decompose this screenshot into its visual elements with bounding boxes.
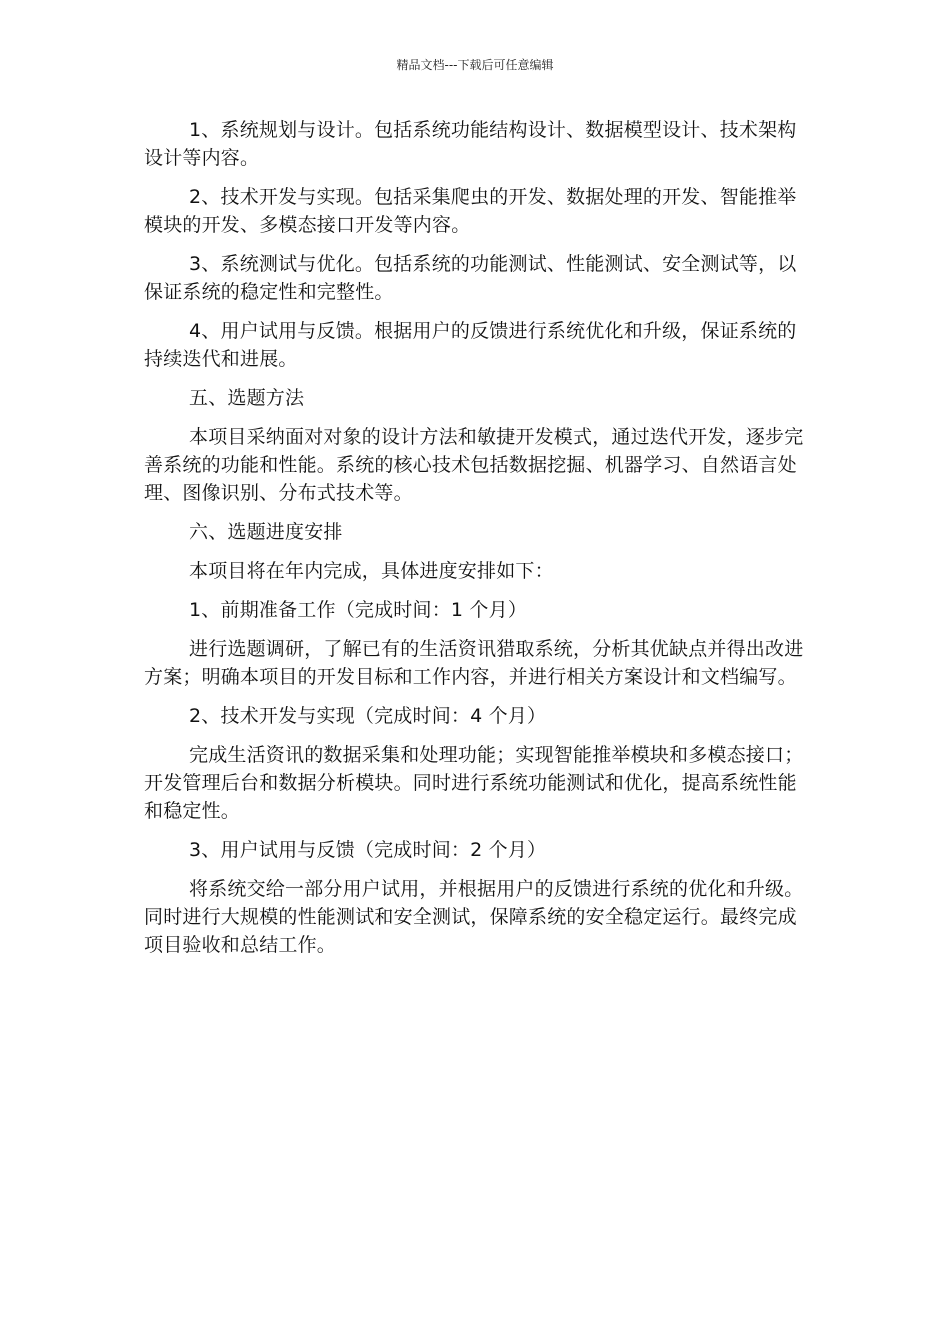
document-body [144, 116, 812, 970]
paragraph-user-trial: 4、用户试用与反馈。根据用户的反馈进行系统优化和升级，保证系统的持续迭代和进展。 [144, 320, 797, 370]
paragraph-development: 完成生活资讯的数据采集和处理功能；实现智能推举模块和多模态接口；开发管理后台和数据分析模块。同时进行系统功能测试和优化，提高系统性能和稳定性。 [144, 744, 804, 822]
paragraph-method: 本项目采纳面对对象的设计方法和敏捷开发模式，通过迭代开发，逐步完善系统的功能和性能。系统的核心技术包括数据挖掘、机器学习、自然语言处理、图像识别、分布式技术等。 [144, 426, 804, 504]
schedule-item-development: 2、技术开发与实现（完成时间：4 个月） [189, 705, 547, 727]
section-heading-schedule: 六、选题进度安排 [189, 521, 343, 543]
section-heading-method: 五、选题方法 [189, 387, 305, 409]
paragraph-preparation: 进行选题调研，了解已有的生活资讯猎取系统，分析其优缺点并得出改进方案；明确本项目的开发目标和工作内容，并进行相关方案设计和文档编写。 [144, 638, 804, 688]
paragraph-schedule-intro: 本项目将在年内完成，具体进度安排如下： [189, 560, 554, 582]
paragraph-testing-optimization: 3、系统测试与优化。包括系统的功能测试、性能测试、安全测试等，以保证系统的稳定性和完整性。 [144, 253, 797, 303]
paragraph-tech-development: 2、技术开发与实现。包括采集爬虫的开发、数据处理的开发、智能推举模块的开发、多模态接口开发等内容。 [144, 186, 797, 236]
page-header: 精品文档---下载后可任意编辑 [396, 58, 554, 72]
schedule-item-preparation: 1、前期准备工作（完成时间：1 个月） [189, 599, 528, 621]
schedule-item-trial: 3、用户试用与反馈（完成时间：2 个月） [189, 839, 547, 861]
paragraph-plan-design: 1、系统规划与设计。包括系统功能结构设计、数据模型设计、技术架构设计等内容。 [144, 119, 797, 169]
paragraph-trial: 将系统交给一部分用户试用，并根据用户的反馈进行系统的优化和升级。同时进行大规模的性能测试和安全测试，保障系统的安全稳定运行。最终完成项目验收和总结工作。 [144, 878, 804, 956]
